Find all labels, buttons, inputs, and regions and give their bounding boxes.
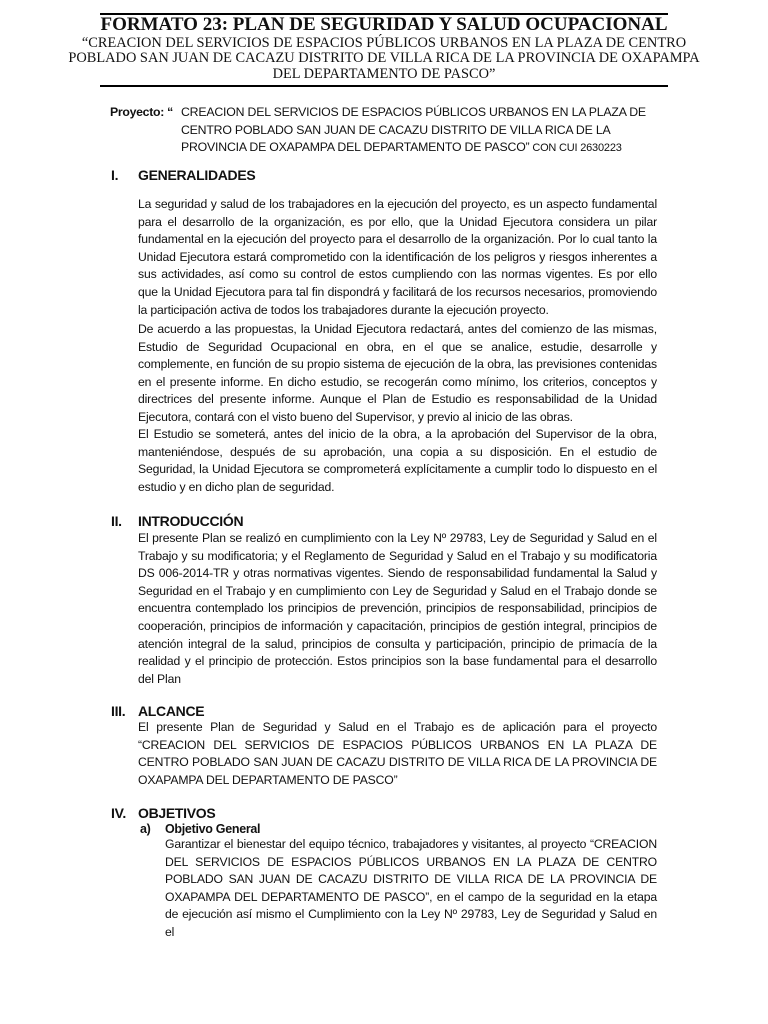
section-title: INTRODUCCIÓN: [138, 513, 244, 529]
section-title: OBJETIVOS: [138, 805, 216, 821]
section-title: ALCANCE: [138, 703, 205, 719]
generalidades-paragraph-3: El Estudio se someterá, antes del inicio de la obra, a la aprobación del Supervisor de la obra, manteniéndose, después de su aprobación, una copia a su disposición. En el estudio de Seguridad, la Unidad Ejecutora se comprometerá explícitamente a cumplir todo lo dispuesto en el estudio y en dicho plan de seguridad.: [138, 427, 657, 494]
project-label: Proyecto: “: [110, 105, 173, 119]
project-cui: CON CUI 2630223: [529, 142, 622, 154]
introduccion-paragraph: El presente Plan se realizó en cumplimiento con la Ley Nº 29783, Ley de Seguridad y Salud en el Trabajo y su modificatoria; y el Reglamento de Seguridad y Salud en el Trabajo y su modificatoria DS 006-2014-TR y otras normativas vigentes. Siendo de responsabilidad fundamental la Salud y Seguridad en el Trabajo y en cumplimiento con Ley de Seguridad y Salud en el Trabajo donde se encuentra contemplado los principios de prevención, principios de responsabilidad, principios de cooperación, principios de información y capacitación, principios de gestión integral, principios de atención integral de la salud, principios de consulta y participación, principio de primacía de la realidad y el principio de protección. Estos principios son la base fundamental para el desarrollo del Plan: [138, 531, 657, 686]
generalidades-paragraph-2: De acuerdo a las propuestas, la Unidad Ejecutora redactará, antes del comienzo de las mismas, Estudio de Seguridad Ocupacional en obra, en el que se analice, estudie, desarrolle y complemente, en función de su propio sistema de ejecución de la obra, las previsiones contenidas en el presente informe. En dicho estudio, se recogerán como mínimo, los criterios, conceptos y directrices del presente informe. Aunque el Plan de Estudio es responsabilidad de la Unidad Ejecutora, contará con el visto bueno del Supervisor, y previo al inicio de las obras.: [138, 322, 657, 424]
header-bottom-rule: [100, 85, 668, 87]
section-number: IV.: [111, 805, 126, 821]
section-number: II.: [111, 513, 122, 529]
project-text: [181, 104, 661, 158]
project-name: CREACION DEL SERVICIOS DE ESPACIOS PÚBLICOS URBANOS EN LA PLAZA DE CENTRO POBLADO SAN JUAN DE CACAZU DISTRITO DE VILLA RICA DE LA PROVINCIA DE OXAPAMPA DEL DEPARTAMENTO DE PASCO”: [181, 105, 646, 154]
objetivo-general-paragraph: Garantizar el bienestar del equipo técnico, trabajadores y visitantes, al proyecto “CREACION DEL SERVICIOS DE ESPACIOS PÚBLICOS URBANOS EN LA PLAZA DE CENTRO POBLADO SAN JUAN DE CACAZU DISTRITO DE VILLA RICA DE LA PROVINCIA DE OXAPAMPA DEL DEPARTAMENTO DE PASCO”, en el campo de la seguridad en la etapa de ejecución así mismo el Cumplimiento con la Ley Nº 29783, Ley de Seguridad y Salud en el: [165, 837, 657, 939]
alcance-paragraph: El presente Plan de Seguridad y Salud en el Trabajo es de aplicación para el proyecto “CREACION DEL SERVICIOS DE ESPACIOS PÚBLICOS URBANOS EN LA PLAZA DE CENTRO POBLADO SAN JUAN DE CACAZU DISTRITO DE VILLA RICA DE LA PROVINCIA DE OXAPAMPA DEL DEPARTAMENTO DE PASCO”: [138, 720, 657, 787]
section-number: III.: [111, 703, 126, 719]
subsection-letter: a): [140, 822, 151, 836]
section-number: I.: [111, 167, 119, 183]
subsection-title: Objetivo General: [165, 822, 261, 836]
document-title: FORMATO 23: PLAN DE SEGURIDAD Y SALUD OCUPACIONAL: [100, 14, 668, 35]
generalidades-paragraph-1: La seguridad y salud de los trabajadores en la ejecución del proyecto, es un aspecto fundamental para el desarrollo de la organización, es por ello, que la Unidad Ejecutora considera un pilar fundamental en la ejecución del proyecto para el desarrollo de la organización. Por lo cual tanto la Unidad Ejecutora estará comprometido con la identificación de los peligros y riesgos inherentes a sus actividades, así como su control de estos cumpliendo con las normas vigentes. Es por ello que la Unidad Ejecutora para tal fin dispondrá y facilitará de los recursos necesarios, promoviendo la participación activa de todos los trabajadores durante la ejecución proyecto.: [138, 197, 657, 317]
document-subtitle: “CREACION DEL SERVICIOS DE ESPACIOS PÚBLICOS URBANOS EN LA PLAZA DE CENTRO POBLADO SAN JUAN DE CACAZU DISTRITO DE VILLA RICA DE LA PROVINCIA DE OXAPAMPA DEL DEPARTAMENTO DE PASCO”: [68, 35, 700, 82]
section-title: GENERALIDADES: [138, 167, 256, 183]
